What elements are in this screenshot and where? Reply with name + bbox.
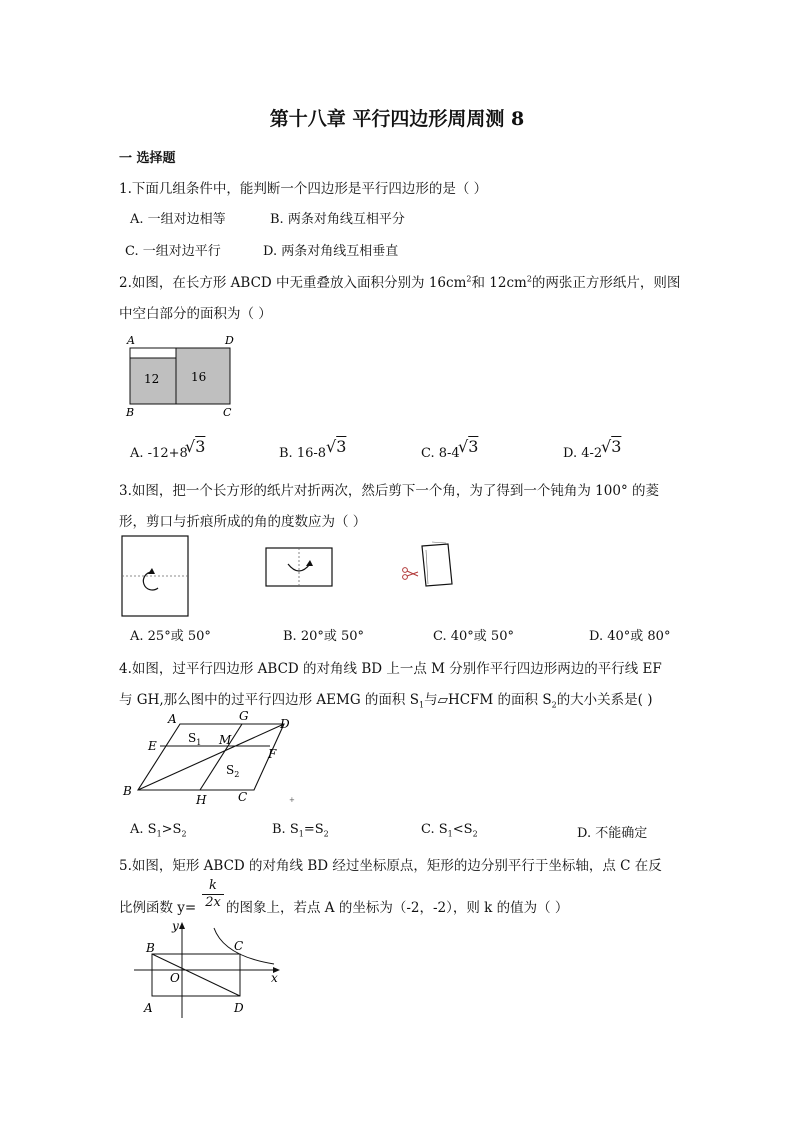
- q4-sub2: 2: [551, 700, 557, 710]
- q4-label-d: D: [280, 717, 290, 731]
- q4-option-b: B. $S_1=S_2$: [272, 822, 329, 839]
- q2-stem-line1: [119, 271, 680, 291]
- q4-diagonal-bd: [138, 724, 284, 790]
- q4-option-a: A. $S_1>S_2$: [130, 822, 187, 839]
- page-title: 第十八章 平行四边形周周测 8: [269, 108, 525, 130]
- q4-label-s1: $S_1$: [188, 731, 202, 747]
- q2-option-c: C. 8-4: [421, 446, 460, 461]
- q3-scissors-ring-1: [403, 568, 408, 573]
- q2-option-d: D. 4-2: [563, 446, 603, 461]
- q2-stem-line2: 中空白部分的面积为（ ）: [119, 306, 272, 322]
- q1-option-b: B. 两条对角线互相平分: [270, 212, 405, 227]
- q3-paper-3: [422, 544, 452, 586]
- q2-label-a: A: [127, 334, 135, 347]
- q2-option-b-radical: √3: [326, 437, 347, 456]
- q5-hyperbola: [214, 928, 274, 964]
- q4-small-mark: +: [289, 796, 295, 804]
- q5-label-d: D: [234, 1001, 244, 1015]
- q2-sup2: 2: [526, 274, 532, 284]
- q2-label-d: D: [225, 334, 234, 347]
- q2-label-16: 16: [191, 370, 207, 384]
- q4-option-c: C. $S_1<S_2$: [421, 822, 478, 839]
- q5-stem-line1: 5.如图，矩形 ABCD 的对角线 BD 经过坐标原点，矩形的边分别平行于坐标轴，点 C 在反: [119, 858, 662, 874]
- q1-option-a: A. 一组对边相等: [130, 212, 226, 227]
- q4-label-c: C: [238, 790, 248, 804]
- q3-figure: [118, 532, 468, 620]
- q2-stem-post: 的两张正方形纸片，则图: [531, 275, 681, 291]
- q4-label-f: F: [268, 747, 277, 761]
- q4-stem-post: 的大小关系是( ): [556, 692, 653, 708]
- q2-option-a: A. -12+8: [130, 446, 188, 461]
- q5-label-o: O: [170, 971, 180, 985]
- q5-fraction-denominator: 2x: [205, 895, 221, 910]
- q2-sup1: 2: [466, 274, 472, 284]
- q4-label-b: B: [123, 784, 132, 798]
- q5-label-b: B: [146, 941, 155, 955]
- q2-option-a-radical: √3: [185, 437, 206, 456]
- q5-diagonal-bd: [152, 954, 240, 996]
- q2-figure: [118, 330, 248, 422]
- q2-option-c-radical: √3: [458, 437, 479, 456]
- q4-label-h: H: [196, 793, 207, 807]
- q5-label-x: x: [271, 971, 278, 985]
- q5-label-c: C: [234, 939, 244, 953]
- q2-stem-pre: 2.如图，在长方形 ABCD 中无重叠放入面积分别为 16cm: [119, 275, 467, 291]
- q4-label-s2: $S_2$: [226, 763, 240, 779]
- q2-option-b: B. 16-8: [279, 446, 327, 461]
- q3-option-d: D. 40°或 80°: [589, 629, 671, 644]
- q4-label-a: A: [168, 712, 177, 726]
- q4-label-e: E: [148, 739, 157, 753]
- q5-stem-line2-post: 的图象上，若点 A 的坐标为（-2，-2），则 k 的值为（ ）: [226, 900, 569, 916]
- q3-stem-line2: 形，剪口与折痕所成的角的度数应为（ ）: [119, 514, 367, 530]
- q1-option-d: D. 两条对角线互相垂直: [263, 244, 399, 259]
- q5-figure: [128, 918, 288, 1020]
- q4-sub1: 1: [418, 700, 425, 710]
- q2-label-12: 12: [144, 372, 160, 386]
- q4-stem-line2: [119, 688, 653, 710]
- q5-fraction: [202, 878, 224, 911]
- q2-stem-mid: 和 12cm: [471, 275, 527, 291]
- q3-option-b: B. 20°或 50°: [283, 629, 365, 644]
- q3-option-c: C. 40°或 50°: [433, 629, 514, 644]
- q1-stem: 1.下面几组条件中，能判断一个四边形是平行四边形的是（ ）: [119, 181, 488, 197]
- q4-option-d: D. 不能确定: [577, 826, 648, 841]
- q3-scissors-ring-2: [403, 575, 408, 580]
- q1-option-c: C. 一组对边平行: [125, 244, 221, 259]
- section-heading: 一 选择题: [119, 151, 176, 166]
- q5-y-arrow: [179, 922, 185, 929]
- q4-label-g: G: [239, 709, 249, 723]
- q2-option-d-radical: √3: [601, 437, 622, 456]
- q3-option-a: A. 25°或 50°: [130, 629, 211, 644]
- q2-label-c: C: [223, 406, 232, 419]
- q4-stem-pre: 与 GH,那么图中的过平行四边形 AEMG 的面积 S: [119, 692, 419, 708]
- q4-figure: [118, 708, 308, 810]
- q4-stem-mid: 与▱HCFM 的面积 S: [424, 692, 552, 708]
- q5-stem-line2-pre: 比例函数 y=: [119, 900, 197, 916]
- q3-paper-3-edge-top: [432, 542, 446, 543]
- q3-stem-line1: 3.如图，把一个长方形的纸片对折两次，然后剪下一个角，为了得到一个钝角为 100° 的菱: [119, 483, 659, 499]
- q2-label-b: B: [126, 406, 135, 419]
- q4-stem-line1: 4.如图，过平行四边形 ABCD 的对角线 BD 上一点 M 分别作平行四边形两边的平行线 EF: [119, 661, 662, 677]
- q5-fraction-numerator: k: [202, 878, 224, 895]
- q4-label-m: M: [219, 733, 232, 747]
- q5-label-a: A: [144, 1001, 153, 1015]
- q5-label-y: y: [172, 919, 179, 933]
